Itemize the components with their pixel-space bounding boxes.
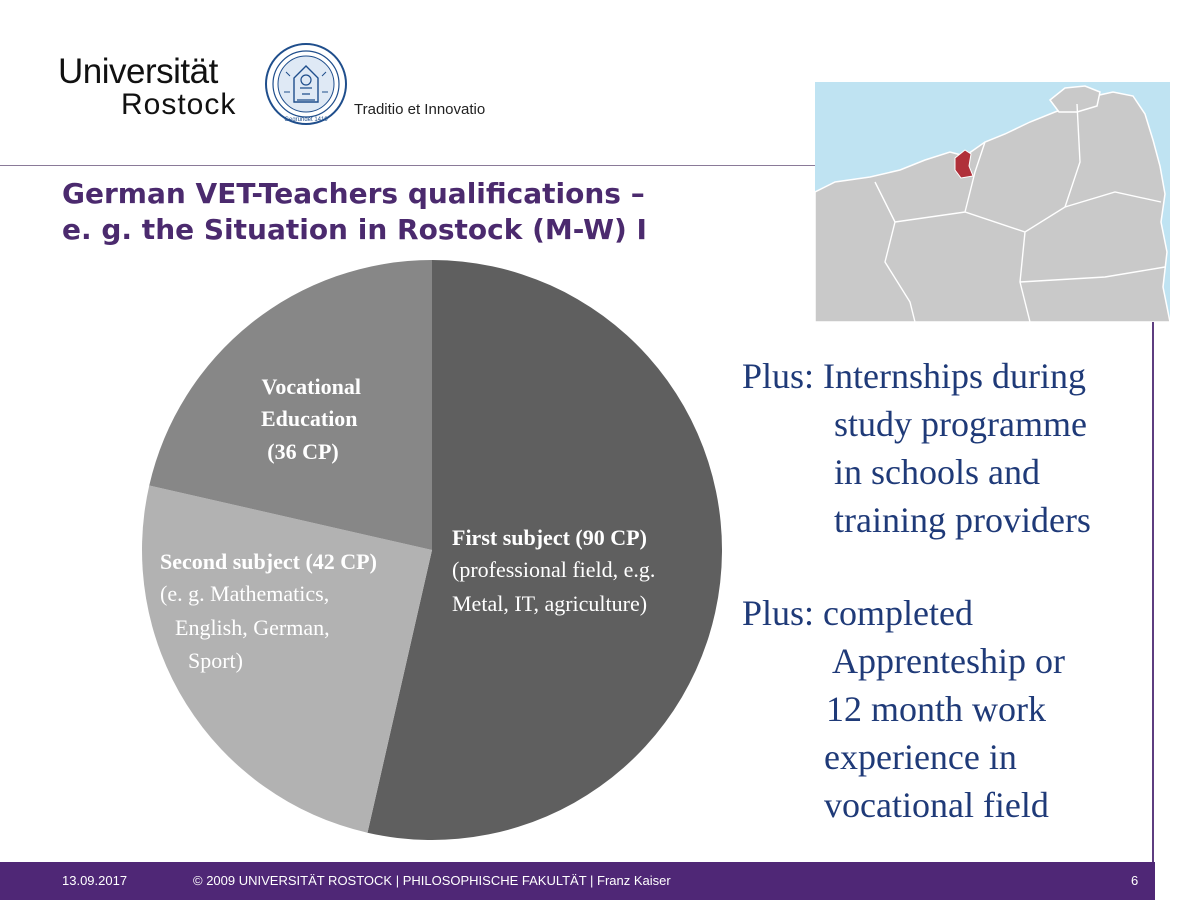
note-line: study programme [834,404,1087,444]
seal-founding-text: Gegründet 1419 [284,117,328,123]
label-line: Vocational [261,374,361,399]
label-line: Sport) [188,648,243,673]
note-line: 12 month work [826,689,1046,729]
note-line: in schools and [834,452,1040,492]
label-line: English, German, [175,615,330,640]
label-line: (36 CP) [267,439,339,464]
label-line: (e. g. Mathematics, [160,581,330,606]
slide-title-line-2: e. g. the Situation in Rostock (M-W) I [62,213,647,246]
plus-apprenticeship-note [742,589,1065,829]
note-line: Apprenteship or [832,641,1065,681]
footer-page-number: 6 [1131,873,1139,888]
note-line: Plus: Internships during [742,356,1087,396]
label-line: First subject (90 CP) [452,525,647,550]
footer-date: 13.09.2017 [62,873,128,888]
logo-motto: Traditio et Innovatio [354,101,486,118]
label-line: Metal, IT, agriculture) [452,591,648,616]
note-line: experience in [824,737,1017,777]
note-line: Plus: completed [742,593,973,633]
slide-title-line-1: German VET-Teachers qualifications – [62,177,645,210]
slice-label-first-subject [452,525,661,616]
note-line: training providers [834,500,1091,540]
footer-copyright: © 2009 UNIVERSITÄT ROSTOCK | PHILOSOPHISCHE FAKULTÄT | Franz Kaiser [193,873,671,888]
logo-wordmark-rostock: Rostock [121,88,237,121]
logo-wordmark-universitaet: Universität [58,52,218,91]
label-line: Education [260,406,358,431]
label-line: (professional field, e.g. [452,557,656,582]
plus-internships-note [742,352,1091,544]
note-line: vocational field [824,785,1049,825]
label-line: Second subject (42 CP) [160,549,377,574]
slide-footer [0,862,1155,900]
